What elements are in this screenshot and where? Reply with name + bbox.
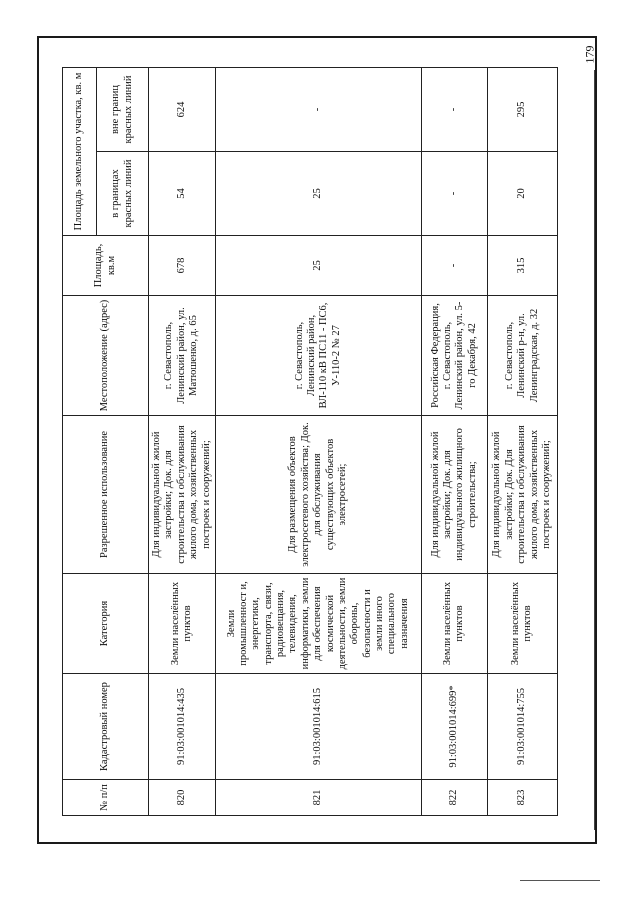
header-location: Местоположение (адрес) — [63, 296, 149, 416]
cell-num: 821 — [215, 780, 421, 816]
cell-within: 25 — [215, 152, 421, 236]
cell-category: Земли промышленност и, энергетики, транспорта, связи, радиовещания, телевидения, информатики, земли для обеспечения космической деятельности, земли обороны, безопасности и земли иного специального назначения — [215, 574, 421, 674]
right-margin-rule — [594, 70, 595, 830]
cell-within: - — [421, 152, 487, 236]
cell-within: 20 — [487, 152, 557, 236]
cell-outside: 624 — [149, 67, 216, 151]
cell-outside: 295 — [487, 67, 557, 151]
header-permitted-use: Разрешенное использование — [63, 416, 149, 574]
bottom-rule — [520, 880, 600, 881]
cell-permitted-use: Для индивидуальной жилой застройки; Док. для индивидуального жилищного строительства; — [421, 416, 487, 574]
cell-permitted-use: Для индивидуальной жилой застройки; Док. Для строительства и обслуживания жилого дома, хозяйственных построек и сооружений; — [487, 416, 557, 574]
table-row — [421, 67, 487, 815]
table-row — [487, 67, 557, 815]
cell-location: г. Севастополь, Ленинский район, ВЛ-110 кВ ПС11 - ПС6, У-110-2 № 27 — [215, 296, 421, 416]
header-within-red-lines: в границах красных линий — [97, 152, 149, 236]
cell-category: Земли населённых пунктов — [421, 574, 487, 674]
table-row — [149, 67, 216, 815]
land-registry-table — [62, 67, 558, 816]
cell-location: г. Севастополь, Ленинский район, ул. Матюшенко, д. 65 — [149, 296, 216, 416]
cell-location: г. Севастополь, Ленинский р-н, ул. Ленинградская, д. 32 — [487, 296, 557, 416]
cell-num: 823 — [487, 780, 557, 816]
page-number — [578, 40, 602, 68]
cell-num: 822 — [421, 780, 487, 816]
header-num: № п/п — [63, 780, 149, 816]
cell-cadastral: 91:03:001014:755 — [487, 674, 557, 780]
cell-area: 678 — [149, 236, 216, 296]
header-cadastral: Кадастровый номер — [63, 674, 149, 780]
cell-within: 54 — [149, 152, 216, 236]
cell-area: - — [421, 236, 487, 296]
header-land-area-group: Площадь земельного участка, кв. м — [63, 67, 97, 235]
cell-permitted-use: Для индивидуальной жилой застройки; Док. для строительства и обслуживания жилого дома, хозяйственных построек и сооружений; — [149, 416, 216, 574]
page-number-text: 179 — [582, 45, 597, 63]
cell-category: Земли населённых пунктов — [487, 574, 557, 674]
header-area: Площадь, кв.м — [63, 236, 149, 296]
cell-num: 820 — [149, 780, 216, 816]
cell-area: 25 — [215, 236, 421, 296]
cell-cadastral: 91:03:001014:435 — [149, 674, 216, 780]
table-row — [215, 67, 421, 815]
cell-area: 315 — [487, 236, 557, 296]
rotated-table-container — [62, 68, 554, 816]
header-category: Категория — [63, 574, 149, 674]
header-outside-red-lines: вне границ красных линий — [97, 67, 149, 151]
cell-category: Земли населённых пунктов — [149, 574, 216, 674]
cell-outside: - — [421, 67, 487, 151]
cell-cadastral: 91:03:001014:699* — [421, 674, 487, 780]
cell-permitted-use: Для размещения объектов электросетевого хозяйства; Док. для обслуживания существующих объектов электросетей; — [215, 416, 421, 574]
cell-location: Российская Федерация, г. Севастополь, Ленинский район, ул. 5-го Декабря, 42 — [421, 296, 487, 416]
cell-cadastral: 91:03:001014:615 — [215, 674, 421, 780]
cell-outside: - — [215, 67, 421, 151]
